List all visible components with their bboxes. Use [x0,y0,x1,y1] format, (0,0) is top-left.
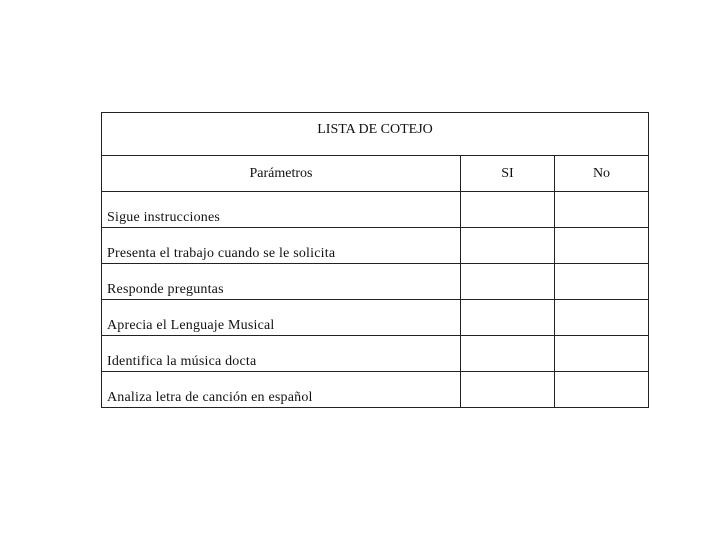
table-row [102,372,649,408]
checklist-table [101,112,649,408]
header-yes: SI [461,156,555,192]
yes-check-cell[interactable] [461,336,555,372]
no-check-cell[interactable] [555,192,649,228]
no-check-cell[interactable] [555,372,649,408]
parameter-cell: Sigue instrucciones [102,192,461,228]
header-row [102,156,649,192]
table-row [102,336,649,372]
table-row [102,264,649,300]
parameter-cell: Responde preguntas [102,264,461,300]
yes-check-cell[interactable] [461,228,555,264]
no-check-cell[interactable] [555,264,649,300]
no-check-cell[interactable] [555,336,649,372]
yes-check-cell[interactable] [461,372,555,408]
yes-check-cell[interactable] [461,264,555,300]
parameter-cell: Analiza letra de canción en español [102,372,461,408]
yes-check-cell[interactable] [461,300,555,336]
parameter-cell: Presenta el trabajo cuando se le solicita [102,228,461,264]
no-check-cell[interactable] [555,228,649,264]
header-no: No [555,156,649,192]
table-row [102,300,649,336]
table-row [102,228,649,264]
table-title: LISTA DE COTEJO [102,113,649,156]
parameter-cell: Identifica la música docta [102,336,461,372]
yes-check-cell[interactable] [461,192,555,228]
parameter-cell: Aprecia el Lenguaje Musical [102,300,461,336]
table-row [102,192,649,228]
title-row [102,113,649,156]
no-check-cell[interactable] [555,300,649,336]
header-parameters: Parámetros [102,156,461,192]
